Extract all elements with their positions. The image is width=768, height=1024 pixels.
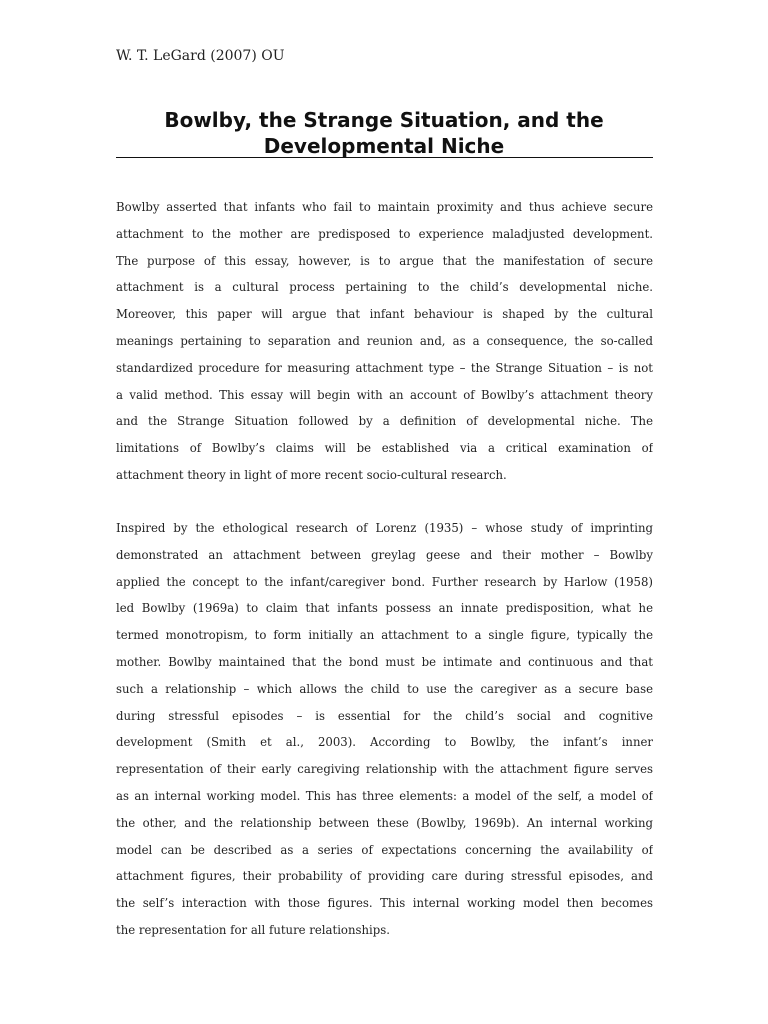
text-line: Moreover, this paper will argue that infant behaviour is shaped by the cultural	[116, 307, 653, 322]
text-line: the representation for all future relationships.	[116, 922, 390, 937]
title-underline	[116, 157, 653, 158]
text-line: mother. Bowlby maintained that the bond must be intimate and continuous and that	[116, 654, 653, 669]
text-line: the self’s interaction with those figures. This internal working model then becomes	[116, 896, 653, 911]
text-line: Bowlby asserted that infants who fail to maintain proximity and thus achieve secure	[116, 200, 653, 214]
text-line: a valid method. This essay will begin with an account of Bowlby’s attachment theory	[116, 387, 653, 402]
text-line: the other, and the relationship between these (Bowlby, 1969b). An internal working	[116, 815, 653, 830]
text-line: applied the concept to the infant/caregiver bond. Further research by Harlow (1958)	[116, 574, 653, 589]
document-title	[116, 107, 652, 159]
text-line: led Bowlby (1969a) to claim that infants possess an innate predisposition, what he	[116, 601, 653, 616]
text-line: attachment is a cultural process pertaining to the child’s developmental niche.	[116, 280, 653, 295]
text-line: model can be described as a series of expectations concerning the availability of	[116, 842, 653, 857]
text-line: The purpose of this essay, however, is to argue that the manifestation of secure	[116, 253, 653, 268]
text-line: such a relationship – which allows the child to use the caregiver as a secure base	[116, 681, 653, 696]
text-line: development (Smith et al., 2003). According to Bowlby, the infant’s inner	[116, 735, 653, 750]
text-line: standardized procedure for measuring attachment type – the Strange Situation – is not	[116, 360, 653, 375]
text-line: and the Strange Situation followed by a definition of developmental niche. The	[116, 414, 653, 429]
text-line: termed monotropism, to form initially an attachment to a single figure, typically the	[116, 628, 653, 643]
text-line: as an internal working model. This has three elements: a model of the self, a model of	[116, 788, 653, 803]
title-line: Bowlby, the Strange Situation, and the	[164, 108, 604, 132]
title-line: Developmental Niche	[263, 134, 505, 158]
text-line: during stressful episodes – is essential for the child’s social and cognitive	[116, 708, 653, 723]
text-line: attachment to the mother are predisposed to experience maladjusted development.	[116, 226, 653, 241]
text-line: meanings pertaining to separation and reunion and, as a consequence, the so-called	[116, 333, 653, 348]
text-line: demonstrated an attachment between greylag geese and their mother – Bowlby	[116, 547, 653, 562]
author-header: W. T. LeGard (2007) OU	[116, 48, 285, 64]
paragraph-bowlby-theory	[116, 515, 653, 944]
text-line: attachment theory in light of more recent socio-cultural research.	[116, 467, 507, 482]
paragraph-intro	[116, 194, 653, 489]
text-line: Inspired by the ethological research of Lorenz (1935) – whose study of imprinting	[116, 521, 653, 535]
text-line: representation of their early caregiving relationship with the attachment figure serves	[116, 762, 653, 777]
text-line: limitations of Bowlby’s claims will be established via a critical examination of	[116, 441, 653, 456]
text-line: attachment figures, their probability of providing care during stressful episodes, and	[116, 869, 653, 884]
